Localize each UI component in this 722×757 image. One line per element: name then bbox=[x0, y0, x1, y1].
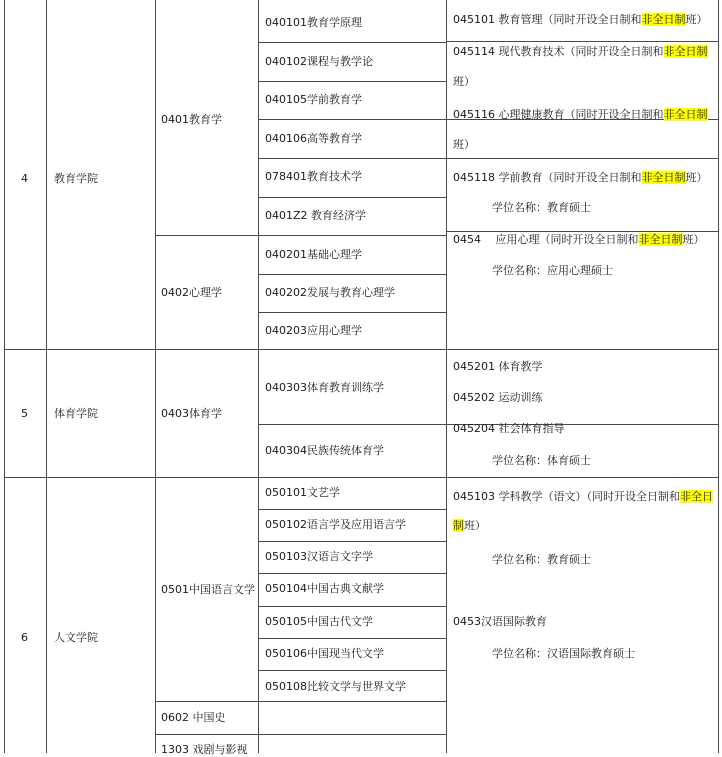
border-col1 bbox=[46, 0, 47, 753]
first-level-divider bbox=[155, 235, 258, 236]
major-divider bbox=[258, 541, 446, 542]
professional-degree-line bbox=[453, 108, 708, 122]
second-level-major: 050101文艺学 bbox=[265, 486, 340, 499]
professional-text: 045101 教育管理（同时开设全日制和 bbox=[453, 13, 642, 26]
professional-text: 045202 运动训练 bbox=[453, 391, 543, 404]
professional-degree-line bbox=[492, 454, 591, 468]
professional-text: 学位名称：汉语国际教育硕士 bbox=[492, 647, 635, 660]
row-divider bbox=[4, 349, 718, 350]
professional-divider bbox=[446, 41, 718, 42]
first-level-divider bbox=[155, 701, 446, 702]
college-name: 人文学院 bbox=[54, 631, 98, 644]
professional-text: 学位名称：教育硕士 bbox=[492, 201, 591, 214]
row-number: 6 bbox=[21, 631, 28, 644]
professional-degree-line bbox=[453, 45, 708, 59]
second-level-major: 040102课程与教学论 bbox=[265, 55, 373, 68]
college-name: 教育学院 bbox=[54, 172, 98, 185]
professional-degree-line bbox=[453, 171, 708, 185]
professional-degree-line bbox=[453, 391, 543, 405]
border-left bbox=[4, 0, 5, 753]
second-level-major: 050104中国古典文献学 bbox=[265, 582, 384, 595]
professional-divider bbox=[446, 158, 718, 159]
highlighted-text: 非全日制 bbox=[641, 13, 686, 26]
college-name: 体育学院 bbox=[54, 407, 98, 420]
second-level-major: 040105学前教育学 bbox=[265, 93, 362, 106]
professional-text: 班） bbox=[685, 171, 708, 184]
second-level-major: 050108比较文学与世界文学 bbox=[265, 680, 406, 693]
first-level-discipline: 1303 戏剧与影视 bbox=[161, 743, 248, 756]
professional-degree-line bbox=[453, 233, 705, 247]
border-right bbox=[718, 0, 719, 753]
second-level-major: 050105中国古代文学 bbox=[265, 615, 373, 628]
professional-text: 045201 体育教学 bbox=[453, 360, 543, 373]
major-divider bbox=[258, 312, 446, 313]
first-level-discipline: 0402心理学 bbox=[161, 286, 222, 299]
first-level-discipline: 0403体育学 bbox=[161, 407, 222, 420]
second-level-major: 050103汉语言文字学 bbox=[265, 550, 373, 563]
row-divider bbox=[4, 477, 718, 478]
second-level-major: 040106高等教育学 bbox=[265, 132, 362, 145]
major-divider bbox=[258, 424, 446, 425]
professional-text: 045103 学科教学（语文）（同时开设全日制和 bbox=[453, 490, 680, 503]
second-level-major: 040201基础心理学 bbox=[265, 248, 362, 261]
professional-text: 045116 心理健康教育（同时开设全日制和 bbox=[453, 108, 664, 121]
highlighted-text: 非全日 bbox=[680, 490, 713, 503]
major-divider bbox=[258, 573, 446, 574]
professional-text: 0454 应用心理（同时开设全日制和 bbox=[453, 233, 639, 246]
highlighted-text: 制 bbox=[453, 519, 464, 532]
first-level-discipline: 0401教育学 bbox=[161, 113, 222, 126]
second-level-major: 050106中国现当代文学 bbox=[265, 647, 384, 660]
major-divider bbox=[258, 119, 446, 120]
professional-degree-line bbox=[492, 264, 613, 278]
border-col4 bbox=[446, 0, 447, 753]
first-level-discipline: 0501中国语言文学 bbox=[161, 583, 255, 596]
professional-text: 045204 社会体育指导 bbox=[453, 422, 565, 435]
major-divider bbox=[258, 81, 446, 82]
professional-divider bbox=[446, 231, 718, 232]
highlighted-text: 非全日制 bbox=[638, 233, 683, 246]
professional-degree-line bbox=[453, 360, 543, 374]
professional-degree-line bbox=[492, 553, 591, 567]
second-level-major: 040304民族传统体育学 bbox=[265, 444, 384, 457]
professional-degree-line bbox=[453, 13, 708, 27]
major-divider bbox=[258, 197, 446, 198]
professional-degree-line bbox=[453, 519, 486, 533]
professional-degree-line bbox=[492, 647, 635, 661]
major-divider bbox=[258, 606, 446, 607]
row-number: 4 bbox=[21, 172, 28, 185]
major-divider bbox=[258, 509, 446, 510]
highlighted-text: 非全日制 bbox=[663, 108, 708, 121]
professional-text: 学位名称：体育硕士 bbox=[492, 454, 591, 467]
border-col2 bbox=[155, 0, 156, 753]
professional-text: 学位名称：应用心理硕士 bbox=[492, 264, 613, 277]
professional-degree-line bbox=[492, 201, 591, 215]
highlighted-text: 非全日制 bbox=[641, 171, 686, 184]
second-level-major: 040101教育学原理 bbox=[265, 16, 362, 29]
professional-text: 班） bbox=[453, 75, 475, 88]
professional-degree-line bbox=[453, 490, 713, 504]
professional-text: 班） bbox=[685, 13, 708, 26]
first-level-discipline: 0602 中国史 bbox=[161, 711, 226, 724]
professional-text: 045114 现代教育技术（同时开设全日制和 bbox=[453, 45, 664, 58]
major-divider bbox=[258, 274, 446, 275]
professional-degree-line bbox=[453, 422, 565, 436]
second-level-major: 078401教育技术学 bbox=[265, 170, 362, 183]
second-level-major: 040203应用心理学 bbox=[265, 324, 362, 337]
highlighted-text: 非全日制 bbox=[663, 45, 708, 58]
first-level-divider bbox=[155, 734, 446, 735]
major-divider bbox=[258, 638, 446, 639]
second-level-major: 0401Z2 教育经济学 bbox=[265, 209, 367, 222]
professional-degree-line bbox=[453, 615, 547, 629]
border-col3 bbox=[258, 0, 259, 753]
professional-text: 045118 学前教育（同时开设全日制和 bbox=[453, 171, 642, 184]
professional-text: 班） bbox=[682, 233, 705, 246]
major-divider bbox=[258, 670, 446, 671]
row-number: 5 bbox=[21, 407, 28, 420]
major-divider bbox=[258, 42, 446, 43]
professional-degree-line bbox=[453, 75, 475, 89]
professional-text: 班） bbox=[464, 519, 486, 532]
major-divider bbox=[258, 158, 446, 159]
second-level-major: 050102语言学及应用语言学 bbox=[265, 518, 406, 531]
professional-text: 0453汉语国际教育 bbox=[453, 615, 547, 628]
professional-text: 班） bbox=[453, 138, 475, 151]
second-level-major: 040202发展与教育心理学 bbox=[265, 286, 395, 299]
major-divider bbox=[258, 235, 446, 236]
professional-degree-line bbox=[453, 138, 475, 152]
professional-text: 学位名称：教育硕士 bbox=[492, 553, 591, 566]
second-level-major: 040303体育教育训练学 bbox=[265, 381, 384, 394]
